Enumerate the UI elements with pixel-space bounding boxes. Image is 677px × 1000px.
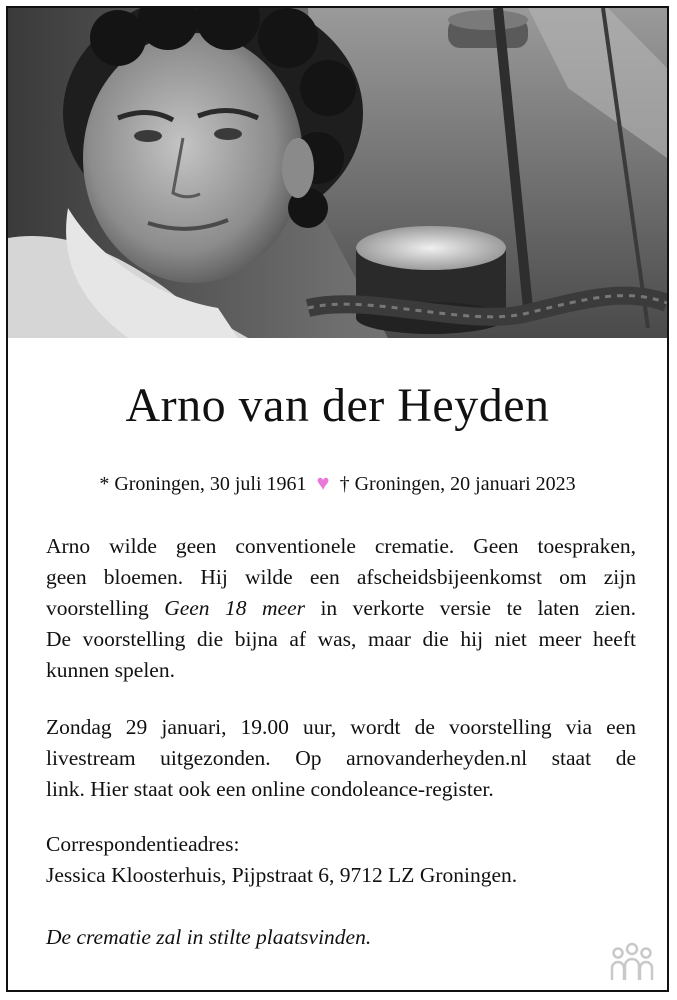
birth-date: * Groningen, 30 juli 1961 (99, 473, 307, 495)
correspondence-address: Jessica Kloosterhuis, Pijpstraat 6, 9712 LZ Groningen. (46, 863, 518, 887)
text-line: Arno wilde geen conventionele crematie. Geen toespraken, (46, 534, 636, 558)
text-line: link. Hier staat ook een online condoleance-register. (46, 777, 494, 801)
closing-line: De crematie zal in stilte plaatsvinden. (46, 925, 372, 949)
correspondence-paragraph (46, 829, 636, 891)
wishes-paragraph (46, 531, 636, 686)
livestream-paragraph (46, 712, 636, 805)
text-fragment: voorstelling (46, 596, 165, 620)
text-line: Zondag 29 januari, 19.00 uur, wordt de voorstelling via een (46, 715, 636, 739)
deceased-name: Arno van der Heyden (125, 379, 550, 432)
text-line (46, 593, 636, 624)
text-line: geen bloemen. Hij wilde een afscheidsbijeenkomst om zijn (46, 565, 636, 589)
death-date: † Groningen, 20 januari 2023 (339, 473, 576, 495)
text-fragment: in verkorte versie te laten zien. (304, 596, 636, 620)
text-line: De voorstelling die bijna af was, maar die hij niet meer heeft (46, 627, 636, 651)
heart-icon: ♥ (316, 470, 330, 495)
text-line: kunnen spelen. (46, 658, 175, 682)
people-logo-icon (607, 942, 657, 982)
portrait-photo (8, 8, 667, 338)
correspondence-label: Correspondentieadres: (46, 832, 240, 856)
show-title: Geen 18 meer (164, 596, 305, 620)
obituary-notice (6, 6, 669, 992)
text-line: livestream uitgezonden. Op arnovanderheyden.nl staat de (46, 746, 636, 770)
life-dates (8, 470, 667, 496)
